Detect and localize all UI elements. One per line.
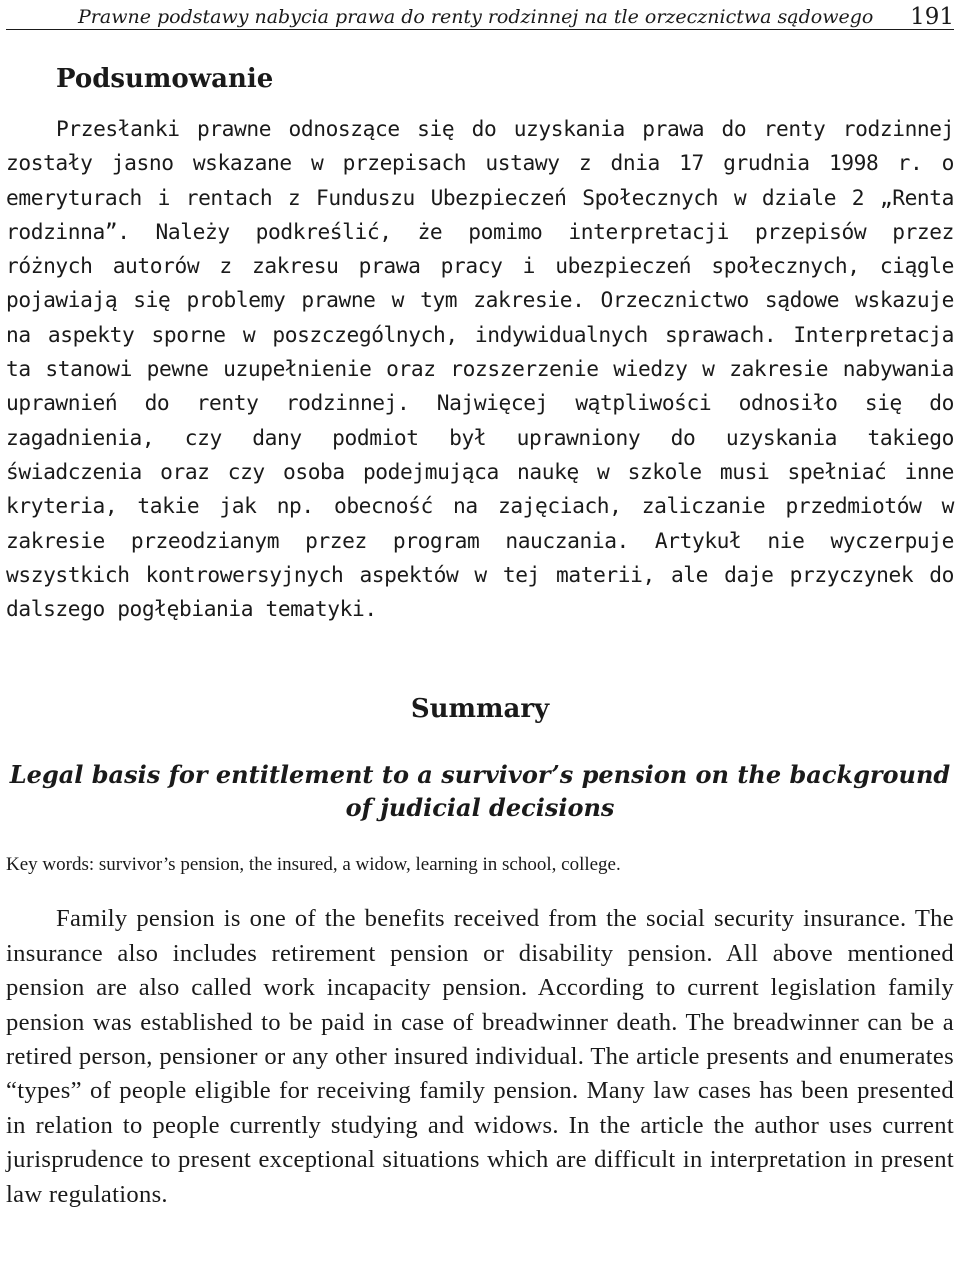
paper-title-line-2: of judicial decisions xyxy=(345,793,615,823)
podsumowanie-paragraph: Przesłanki prawne odnoszące się do uzyskania prawa do renty rodzinnej zostały jasno wskazane w przepisach ustawy z dnia 17 grudnia 1998 r. o emeryturach i rentach z Funduszu Ubezpieczeń Społecznych w dziale 2 „Renta rodzinna”. Należy podkreślić, że pomimo interpretacji przepisów przez różnych autorów z zakresu prawa pracy i ubezpieczeń społecznych, ciągle pojawiają się problemy prawne w tym zakresie. Orzecznictwo sądowe wskazuje na aspekty sporne w poszczególnych, indywidualnych sprawach. Interpretacja ta stanowi pewne uzupełnienie oraz rozszerzenie wiedzy w zakresie nabywania uprawnień do renty rodzinnej. Najwięcej wątpliwości odnosiło się do zagadnienia, czy dany podmiot był uprawniony do uzyskania takiego świadczenia oraz czy osoba podejmująca naukę w szkole musi spełniać inne kryteria, takie jak np. obecność na zajęciach, zaliczanie przedmiotów w zakresie przeodzianym przez program nauczania. Artykuł nie wyczerpuje wszystkich kontrowersyjnych aspektów w tej materii, ale daje przyczynek do dalszego pogłębiania tematyki. xyxy=(6,116,954,622)
running-header xyxy=(6,0,954,30)
keywords: Key words: survivor’s pension, the insured, a widow, learning in school, college. xyxy=(6,854,621,876)
abstract-paragraph: Family pension is one of the benefits received from the social security insurance. The insurance also includes retirement pension or disability pension. All above mentioned pension are also called work incapacity pension. According to current legislation family pension was established to be paid in case of breadwinner death. The breadwinner can be a retired person, pensioner or any other insured individual. The article presents and enumerates “types” of people eligible for receiving family pension. Many law cases has been presented in relation to people currently studying and widows. In the article the author uses current jurisprudence to present exceptional situations which are difficult in interpretation in present law regulations. xyxy=(6,905,954,1208)
running-title: Prawne podstawy nabycia prawa do renty rodzinnej na tle orzecznictwa sądowego xyxy=(78,6,874,28)
paper-title xyxy=(6,758,954,824)
section-heading-summary: Summary xyxy=(410,694,550,725)
paper-title-line-1: Legal basis for entitlement to a survivor’s pension on the background xyxy=(9,760,951,790)
section-heading-podsumowanie: Podsumowanie xyxy=(56,64,274,94)
page-number: 191 xyxy=(910,4,954,30)
